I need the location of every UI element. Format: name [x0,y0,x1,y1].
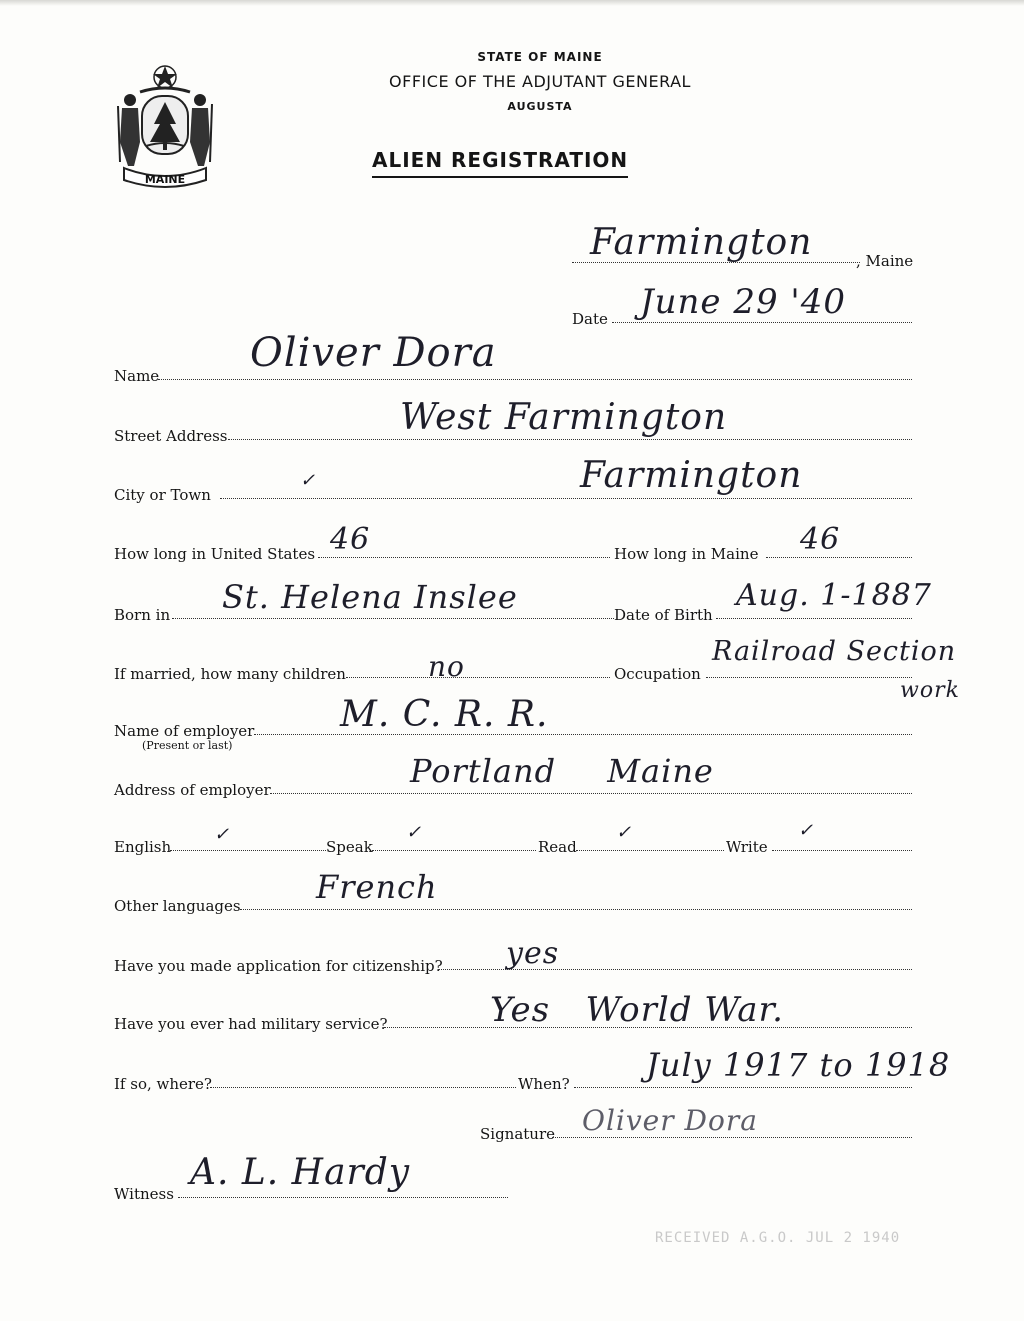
born-line [172,618,614,619]
employer-value: M. C. R. R. [340,694,549,735]
us-line [318,557,610,558]
speak-label: Speak [326,838,373,856]
english-value: ✓ [214,824,231,845]
citizenship-label: Have you made application for citizenship? [114,957,443,975]
military-label: Have you ever had military service? [114,1015,388,1033]
occupation-label: Occupation [614,665,701,683]
signature-value: Oliver Dora [582,1104,758,1137]
state-seal [110,62,220,192]
name-value: Oliver Dora [250,330,497,376]
english-line [170,850,326,851]
write-line [772,850,912,851]
scan-edge [0,0,1024,6]
street-value: West Farmington [400,397,728,438]
read-label: Read [538,838,577,856]
children-value: no [428,650,465,683]
witness-label: Witness [114,1185,174,1203]
children-line [346,677,610,678]
speak-value: ✓ [406,822,423,843]
other-lang-value: French [316,868,438,906]
city-label: City or Town [114,486,211,504]
occupation-value: Railroad Section [712,636,957,667]
emp-addr-value: Portland Maine [410,752,714,790]
header-city: AUGUSTA [507,100,573,113]
read-value: ✓ [616,822,633,843]
name-line [158,379,912,380]
military-value: Yes World War. [490,990,784,1030]
maine-label: How long in Maine [614,545,759,563]
write-value: ✓ [798,820,815,841]
when-label: When? [518,1075,570,1093]
witness-line [178,1197,508,1198]
when-line [574,1087,912,1088]
signature-line [552,1137,912,1138]
dob-value: Aug. 1-1887 [736,578,932,613]
us-value: 46 [330,522,371,557]
date-line [612,322,912,323]
employer-sub: (Present or last) [142,739,233,752]
date-label: Date [572,310,608,328]
svg-text:MAINE: MAINE [144,173,186,186]
city-tick: ✓ [300,470,317,491]
maine-line [766,557,912,558]
citizenship-value: yes [506,936,560,971]
street-label: Street Address [114,427,228,445]
town-value: Farmington [590,222,813,263]
children-label: If married, how many children [114,665,346,683]
born-label: Born in [114,606,171,624]
english-label: English [114,838,172,856]
header-state: STATE OF MAINE [477,50,603,64]
born-value: St. Helena Inslee [222,578,518,616]
signature-label: Signature [480,1125,556,1143]
occupation-value-2: work [900,678,960,703]
emp-addr-label: Address of employer [114,781,271,799]
other-lang-line [240,909,912,910]
where-label: If so, where? [114,1075,212,1093]
header-office: OFFICE OF THE ADJUTANT GENERAL [389,72,691,91]
maine-value: 46 [800,522,841,557]
received-stamp: RECEIVED A.G.O. JUL 2 1940 [655,1230,901,1246]
write-label: Write [726,838,768,856]
when-value: July 1917 to 1918 [646,1046,951,1084]
city-line [220,498,912,499]
name-label: Name [114,367,160,385]
dob-line [716,618,912,619]
street-line [228,439,912,440]
other-lang-label: Other languages [114,897,241,915]
witness-value: A. L. Hardy [190,1152,411,1193]
city-value: Farmington [580,455,803,496]
where-line [210,1087,516,1088]
dob-label: Date of Birth [614,606,713,624]
form-title: ALIEN REGISTRATION [372,148,628,178]
read-line [576,850,724,851]
date-value: June 29 '40 [640,282,847,322]
speak-line [372,850,536,851]
employer-label: Name of employer [114,722,255,740]
occupation-line [706,677,912,678]
town-suffix: , Maine [856,252,914,270]
emp-addr-line [270,793,912,794]
us-label: How long in United States [114,545,316,563]
